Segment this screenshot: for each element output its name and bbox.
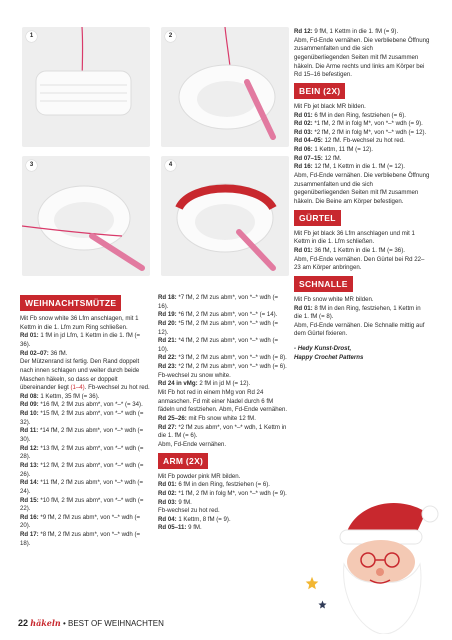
round-label: Rd 22: (158, 354, 177, 362)
instruction-text: mit Fb snow white 12 fM. (186, 414, 256, 422)
round-label: Rd 01: (294, 246, 313, 254)
instructions-schnalle (294, 296, 430, 339)
photo-step-2 (161, 27, 289, 147)
round-label: Rd 23: (158, 363, 177, 371)
instruction-text: *15 fM, 2 fM zus abm*, von *–* wdh (= 32). (20, 410, 144, 426)
instruction-text: *8 fM, 2 fM zus abm*, von *–* wdh (= 18). (20, 531, 141, 547)
instruction-line (158, 499, 288, 508)
round-label: Rd 06: (294, 146, 313, 154)
section-heading-bein: BEIN (2X) (294, 83, 345, 99)
instruction-line (158, 524, 288, 533)
page-number: 22 (18, 618, 29, 629)
round-label: Rd 02: (158, 489, 177, 497)
round-label: Rd 08: (20, 392, 39, 400)
instruction-line (158, 507, 288, 516)
round-label: Rd 19: (158, 311, 177, 319)
instruction-line (20, 445, 150, 462)
instruction-text: Mit Fb snow white 36 Lfm anschlagen, mit 1 Kettm in die 1. Lfm zum Ring schließen. (20, 315, 139, 331)
instruction-text: Mit Fb snow white MR bilden. (294, 295, 374, 303)
round-label: Rd 11: (20, 427, 39, 435)
instructions-weihnachtsmuetze (20, 315, 150, 548)
instruction-line (294, 322, 430, 339)
section-heading-arm: ARM (2X) (158, 453, 208, 469)
instruction-line (294, 230, 430, 247)
round-label: Rd 04: (158, 515, 177, 523)
round-label: Rd 09: (20, 401, 39, 409)
instruction-text: *12 fM, 2 fM zus abm*, von *–* wdh (= 26). (20, 461, 144, 478)
photo-reference: (1–4) (70, 384, 85, 392)
round-label: Rd 13: (20, 461, 39, 469)
instruction-line (294, 305, 430, 322)
instruction-text: 9 fM. (176, 498, 192, 506)
column-middle (158, 294, 288, 533)
instruction-line (20, 410, 150, 427)
instruction-line (294, 120, 430, 129)
instruction-text: 1 Kettm, 35 fM (= 36). (38, 392, 100, 400)
instructions-muetze-continued (158, 294, 288, 450)
instruction-text: Abm, Fd-Ende vernähen. Die verbliebene Öffnung zusammenfalten und die sich gegenüberliegenden Seiten mit fM zusammen häkeln. Die Beine am Körper befestigen. (294, 172, 430, 205)
instruction-line (294, 146, 430, 155)
step-number: 4 (165, 160, 176, 171)
instruction-line (294, 28, 430, 37)
instruction-line (20, 462, 150, 479)
instruction-text: Fb-wechsel zu snow white. (158, 371, 231, 379)
instruction-line (20, 315, 150, 332)
instruction-text: *2 fM zus abm*, von *–* wdh, 1 Kettm in die 1. fM (= 6). (158, 423, 287, 440)
instruction-line (158, 415, 288, 424)
round-label: Rd 15: (20, 496, 39, 504)
round-label: Rd 02: (294, 120, 313, 128)
magazine-brand: häkeln (30, 618, 61, 629)
instruction-text: *1 fM, 2 fM in folg M*, von *–* wdh (= 9). (312, 120, 423, 128)
round-label: Rd 07–15: (294, 154, 323, 162)
instruction-line (158, 380, 288, 389)
instruction-line (20, 514, 150, 531)
round-label: Rd 12: (20, 444, 39, 452)
instructions-arm (158, 473, 288, 533)
instruction-line (20, 401, 150, 410)
instruction-line (158, 389, 288, 415)
instruction-text: 9 fM. (186, 524, 202, 532)
round-label: Rd 27: (158, 423, 177, 431)
instruction-line (294, 155, 430, 164)
instruction-text: 8 fM in den Ring, festziehen, 1 Kettm in die 1. fM (= 8). (294, 304, 421, 321)
round-label: Rd 03: (294, 128, 313, 136)
instruction-text: *9 fM, 2 fM zus abm*, von *–* wdh (= 20). (20, 513, 141, 530)
instruction-line (158, 441, 288, 450)
round-label: Rd 01: (294, 304, 313, 312)
round-label: Rd 03: (158, 498, 177, 506)
instruction-line (294, 163, 430, 172)
instruction-line (158, 337, 288, 354)
instruction-text: *4 fM, 2 fM zus abm*, von *–* wdh (= 10). (158, 337, 279, 353)
author-signature (294, 345, 430, 362)
instruction-text: *5 fM, 2 fM zus abm*, von *–* wdh (= 12). (158, 319, 279, 336)
instruction-text: *11 fM, 2 fM zus abm*, von *–* wdh (= 24). (20, 479, 143, 495)
instruction-text: Abm, Fd-Ende vernähen. Den Gürtel bei Rd 22–23 am Körper anbringen. (294, 255, 425, 272)
round-label: Rd 10: (20, 410, 39, 418)
instruction-text: *10 fM, 2 fM zus abm*, von *–* wdh (= 22). (20, 496, 144, 513)
round-label: Rd 17: (20, 531, 39, 539)
instruction-text: Der Mützenrand ist fertig. Den Rand doppelt nach innen schlagen und weiter durch beide Maschen häkeln, so dass er doppelt übereinander liegt (20, 358, 140, 392)
instruction-text: 6 fM in den Ring, festziehen (= 6). (176, 481, 270, 489)
instruction-line (158, 490, 288, 499)
step-number: 1 (26, 31, 37, 42)
round-label: Rd 16: (20, 513, 39, 521)
round-label: Rd 24 in vMg: (158, 380, 198, 388)
section-heading-weihnachtsmuetze: WEIHNACHTSMÜTZE (20, 295, 121, 311)
author-brand: Happy Crochet Patterns (294, 353, 364, 361)
instruction-line (294, 256, 430, 273)
instruction-text: Mit Fb hot red in einem hMg von Rd 24 anmaschen. Fd mit einer Nadel durch 6 fM fädeln und festziehen. Abm, Fd-Ende vernähen. (158, 389, 288, 414)
photo-step-1 (22, 27, 150, 147)
instruction-text: *1 fM, 2 fM in folg M*, von *–* wdh (= 9). (176, 489, 287, 497)
instruction-text: 1 fM in jd Lfm, 1 Kettm in die 1. fM (= 36). (20, 332, 141, 348)
round-label: Rd 21: (158, 337, 177, 345)
instruction-line (294, 296, 430, 305)
instruction-text: Mit Fb powder pink MR bilden. (158, 472, 241, 480)
instruction-line (294, 103, 430, 112)
round-label: Rd 01: (158, 481, 177, 489)
instruction-line (158, 311, 288, 320)
author-name: - Hedy Kunst-Drost, (294, 345, 352, 353)
instruction-line (294, 137, 430, 146)
instruction-text: 9 fM, 1 Kettm in die 1. fM (= 9). (312, 28, 399, 35)
instruction-line (158, 473, 288, 482)
round-label: Rd 01: (294, 111, 313, 119)
instruction-line (294, 112, 430, 121)
instruction-line (20, 427, 150, 444)
instruction-line (158, 481, 288, 490)
round-label: Rd 02–07: (20, 349, 49, 357)
round-label: Rd 14: (20, 479, 39, 487)
instruction-text: *3 fM, 2 fM zus abm*, von *–* wdh (= 8). (176, 354, 287, 362)
instruction-line (20, 332, 150, 349)
instruction-line (20, 479, 150, 496)
round-label: Rd 18: (158, 294, 177, 301)
instruction-text: *16 fM, 2 fM zus abm*, von *–* (= 34). (38, 401, 143, 409)
star-icon (305, 576, 319, 590)
round-label: Rd 12: (294, 28, 313, 35)
round-label: Rd 04–05: (294, 137, 323, 145)
photo-step-3 (22, 156, 150, 276)
instruction-line (158, 294, 288, 311)
santa-illustration (326, 494, 444, 634)
instruction-text: 12 fM. Fb-wechsel zu hot red. (322, 137, 405, 145)
instruction-text: *2 fM, 2 fM zus abm*, von *–* wdh (= 6). (176, 363, 287, 371)
instruction-line (158, 516, 288, 525)
crochet-photo-3 (22, 156, 150, 276)
issue-title: • BEST OF WEIHNACHTEN (60, 619, 164, 629)
instruction-line (20, 497, 150, 514)
instruction-text: Mit Fb jet black MR bilden. (294, 102, 366, 110)
section-heading-guertel: GÜRTEL (294, 210, 341, 226)
round-label: Rd 25–26: (158, 414, 187, 422)
crochet-photo-2 (161, 27, 289, 147)
star-icon (318, 600, 327, 609)
round-label: Rd 01: (20, 332, 39, 340)
round-label: Rd 16: (294, 163, 313, 171)
instructions-guertel (294, 230, 430, 273)
instruction-line (20, 393, 150, 402)
instruction-line (20, 531, 150, 548)
instruction-text: Abm, Fd-Ende vernähen. Die Schnalle mittig auf dem Gürtel fixieren. (294, 321, 425, 338)
round-label: Rd 20: (158, 319, 177, 327)
instruction-line (20, 350, 150, 359)
instruction-text: . Fb-wechsel zu hot red. (84, 384, 150, 392)
instruction-text: 6 fM in den Ring, festziehen (= 6). (312, 111, 406, 119)
instruction-line (294, 37, 430, 80)
instruction-text: *6 fM, 2 fM zus abm*, von *–* (= 14). (176, 311, 278, 319)
instruction-line (158, 372, 288, 381)
instruction-text: Fb-wechsel zu hot red. (158, 507, 220, 515)
instructions-arm-continued (294, 28, 430, 80)
instructions-bein (294, 103, 430, 207)
instruction-text: Abm, Fd-Ende vernähen. (158, 440, 227, 448)
instruction-text: *13 fM, 2 fM zus abm*, von *–* wdh (= 28). (20, 444, 144, 461)
column-right (294, 28, 430, 362)
instruction-text: 2 fM in jd M (= 12). (197, 380, 251, 388)
crochet-photo-4 (161, 156, 289, 276)
instruction-text: Abm, Fd-Ende vernähen. Die verbliebene Öffnung zusammenfalten und die sich gegenüberliegenden Seiten mit fM zusammen häkeln. Die Arme rechts und links am Körper bei Rd 15–16 befestigen. (294, 36, 430, 79)
instruction-line (294, 247, 430, 256)
instruction-line (158, 424, 288, 441)
page-footer (18, 617, 164, 630)
crochet-photo-1 (22, 27, 150, 147)
instruction-text: *7 fM, 2 fM zus abm*, von *–* wdh (= 16). (158, 294, 279, 310)
round-label: Rd 05–11: (158, 524, 187, 532)
step-number: 2 (165, 31, 176, 42)
instruction-line (158, 363, 288, 372)
instruction-text: *2 fM, 2 fM in folg M*, von *–* wdh (= 12). (312, 128, 427, 136)
instruction-text: *14 fM, 2 fM zus abm*, von *–* wdh (= 30). (20, 427, 144, 444)
instruction-line (20, 358, 150, 393)
instruction-line (158, 320, 288, 337)
column-left (20, 292, 150, 548)
photo-step-4 (161, 156, 289, 276)
instruction-line (158, 354, 288, 363)
instruction-text: 12 fM, 1 Kettm in die 1. fM (= 12). (312, 163, 405, 171)
instruction-line (294, 129, 430, 138)
section-heading-schnalle: SCHNALLE (294, 276, 353, 292)
instruction-text: 1 Kettm, 11 fM (= 12). (312, 146, 373, 154)
step-number: 3 (26, 160, 37, 171)
instruction-text: 36 fM. (48, 349, 68, 357)
instruction-line (294, 172, 430, 207)
instruction-text: 12 fM. (322, 154, 342, 162)
instruction-text: 1 Kettm, 8 fM (= 9). (176, 515, 231, 523)
instruction-text: Mit Fb jet black 36 Lfm anschlagen und mit 1 Kettm in die 1. Lfm schließen. (294, 229, 415, 246)
instruction-text: 36 fM, 1 Kettm in die 1. fM (= 36). (312, 246, 405, 254)
